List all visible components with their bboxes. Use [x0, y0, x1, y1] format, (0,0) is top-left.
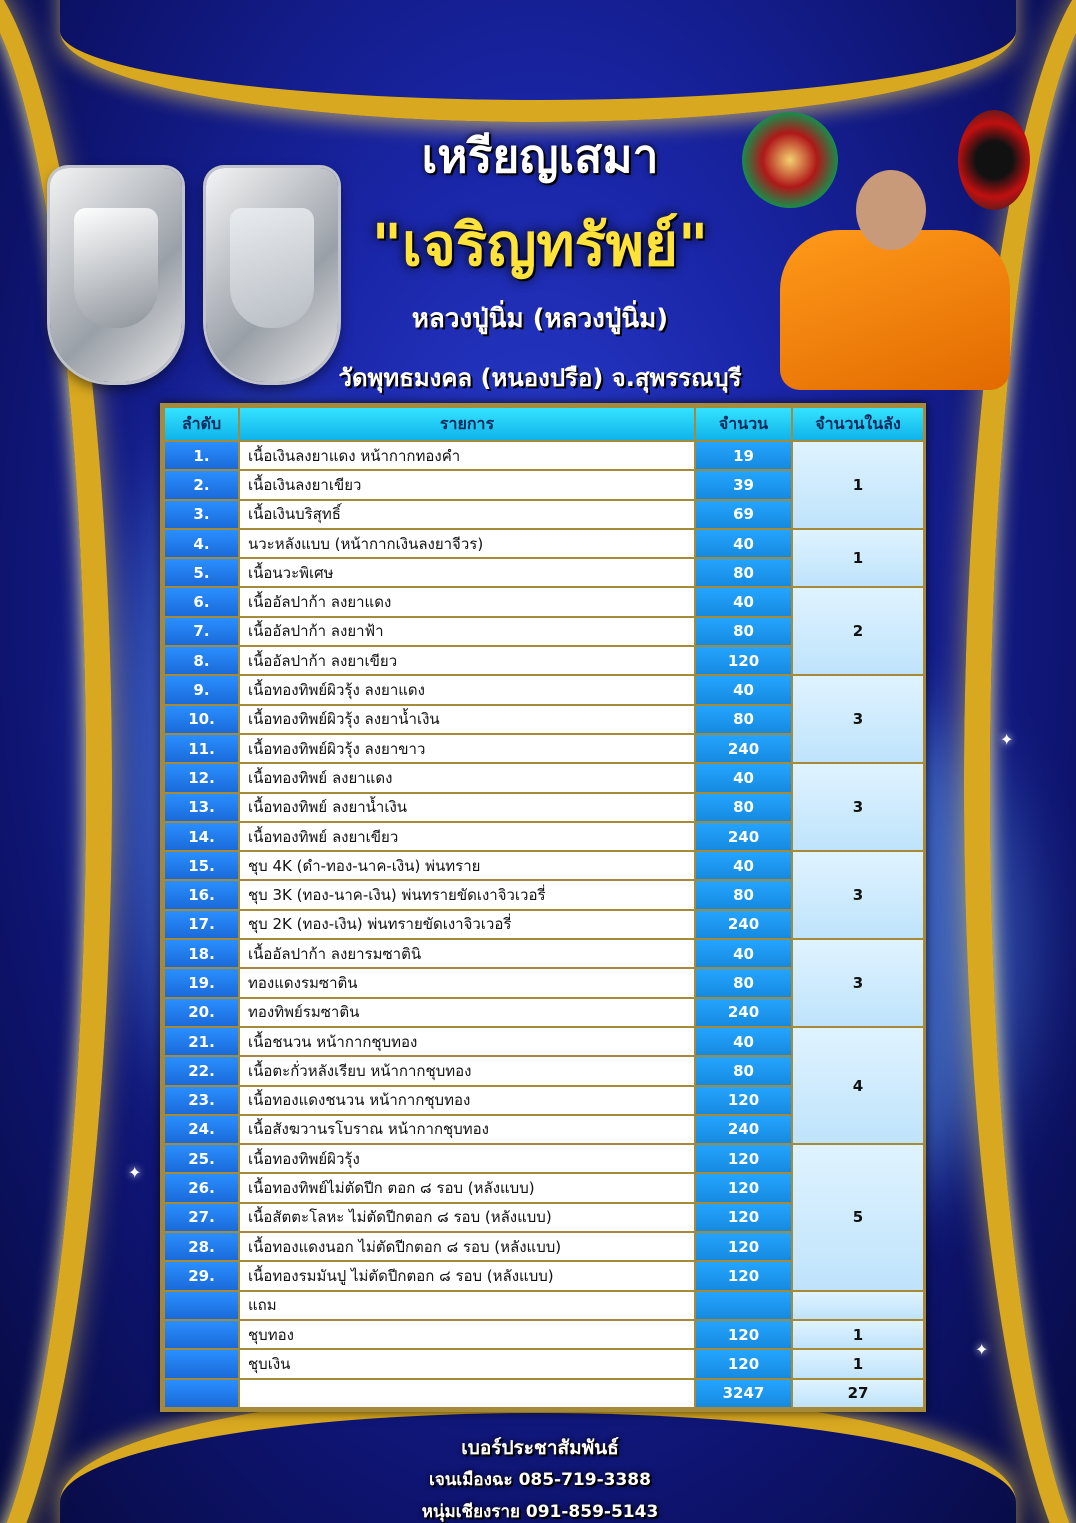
gold-frame-top: [60, 0, 1016, 122]
row-number: 20.: [164, 998, 239, 1027]
row-item: [239, 1379, 695, 1408]
row-item: เนื้อสังฆวานรโบราณ หน้ากากชุบทอง: [239, 1115, 695, 1144]
row-number: [164, 1379, 239, 1408]
row-qty: 80: [695, 705, 792, 734]
table-row: [164, 1027, 924, 1056]
row-item: เนื้อทองทิพย์ผิวรุ้ง ลงยาน้ำเงิน: [239, 705, 695, 734]
row-item: เนื้ออัลปาก้า ลงยาฟ้า: [239, 617, 695, 646]
row-item: เนื้อทองทิพย์ ลงยาน้ำเงิน: [239, 793, 695, 822]
row-number: 5.: [164, 558, 239, 587]
row-item: ชุบทอง: [239, 1320, 695, 1349]
table-row: [164, 529, 924, 558]
row-number: 3.: [164, 500, 239, 529]
row-item: ชุบ 3K (ทอง-นาค-เงิน) พ่นทรายขัดเงาจิวเวอรี่: [239, 880, 695, 909]
row-number: 7.: [164, 617, 239, 646]
row-item: ชุบ 4K (ดำ-ทอง-นาค-เงิน) พ่นทราย: [239, 851, 695, 880]
row-number: 15.: [164, 851, 239, 880]
row-item: เนื้อเงินบริสุทธิ์: [239, 500, 695, 529]
row-qty: 240: [695, 998, 792, 1027]
column-header-item: รายการ: [239, 407, 695, 441]
row-item: เนื้อทองทิพย์ผิวรุ้ง: [239, 1144, 695, 1173]
row-box-count: 27: [792, 1379, 924, 1408]
row-number: [164, 1349, 239, 1378]
row-box-count: 2: [792, 587, 924, 675]
row-item: เนื้อทองทิพย์ ลงยาเขียว: [239, 822, 695, 851]
monk-portrait-image: [770, 150, 1020, 390]
footer-title: เบอร์ประชาสัมพันธ์: [461, 1437, 619, 1459]
row-qty: 40: [695, 675, 792, 704]
row-number: 26.: [164, 1173, 239, 1202]
row-number: 2.: [164, 470, 239, 499]
row-qty: 40: [695, 763, 792, 792]
table-row: [164, 1320, 924, 1349]
table-row: [164, 441, 924, 470]
row-item: เนื้ออัลปาก้า ลงยารมซาตินิ: [239, 939, 695, 968]
row-qty: 120: [695, 646, 792, 675]
row-item: ทองแดงรมซาติน: [239, 968, 695, 997]
table-row: [164, 1291, 924, 1320]
table-row: [164, 763, 924, 792]
table-row: [164, 587, 924, 616]
row-qty: 80: [695, 968, 792, 997]
row-number: 1.: [164, 441, 239, 470]
row-qty: 80: [695, 880, 792, 909]
row-qty: [695, 1291, 792, 1320]
row-number: 28.: [164, 1232, 239, 1261]
row-item: เนื้อตะกั่วหลังเรียบ หน้ากากชุบทอง: [239, 1056, 695, 1085]
medal-back-image: [206, 168, 338, 382]
row-item: เนื้อทองทิพย์ไม่ตัดปีก ตอก ๘ รอบ (หลังแบบ): [239, 1173, 695, 1202]
row-qty: 40: [695, 587, 792, 616]
row-number: 25.: [164, 1144, 239, 1173]
row-qty: 69: [695, 500, 792, 529]
row-number: 23.: [164, 1086, 239, 1115]
row-qty: 39: [695, 470, 792, 499]
column-header-qty: จำนวน: [695, 407, 792, 441]
table-row: [164, 1144, 924, 1173]
row-number: 13.: [164, 793, 239, 822]
footer-contact: เจนเมืองฉะ 085-719-3388: [429, 1470, 651, 1490]
row-box-count: 3: [792, 939, 924, 1027]
row-box-count: 4: [792, 1027, 924, 1144]
medal-list-table: [160, 403, 926, 1412]
row-number: 14.: [164, 822, 239, 851]
row-qty: 80: [695, 558, 792, 587]
row-qty: 120: [695, 1086, 792, 1115]
row-qty: 240: [695, 822, 792, 851]
row-item: เนื้อทองแดงชนวน หน้ากากชุบทอง: [239, 1086, 695, 1115]
row-item: เนื้อชนวน หน้ากากชุบทอง: [239, 1027, 695, 1056]
row-number: 22.: [164, 1056, 239, 1085]
row-box-count: 3: [792, 763, 924, 851]
row-number: 19.: [164, 968, 239, 997]
row-item: เนื้อทองแดงนอก ไม่ตัดปีกตอก ๘ รอบ (หลังแบบ): [239, 1232, 695, 1261]
table-header-row: [164, 407, 924, 441]
row-number: 10.: [164, 705, 239, 734]
table-body: [164, 441, 924, 1408]
sparkle-icon: ✦: [128, 1163, 142, 1182]
column-header-box: จำนวนในลัง: [792, 407, 924, 441]
row-item: เนื้ออัลปาก้า ลงยาเขียว: [239, 646, 695, 675]
title-temple: วัดพุทธมงคล (หนองปรือ) จ.สุพรรณบุรี: [338, 364, 742, 392]
row-number: 24.: [164, 1115, 239, 1144]
row-qty: 120: [695, 1144, 792, 1173]
sparkle-icon: ✦: [975, 1340, 989, 1359]
row-qty: 80: [695, 793, 792, 822]
row-box-count: 1: [792, 529, 924, 588]
row-item: เนื้อสัตตะโลหะ ไม่ตัดปีกตอก ๘ รอบ (หลังแบบ): [239, 1203, 695, 1232]
row-box-count: 1: [792, 441, 924, 529]
row-number: 16.: [164, 880, 239, 909]
table-row: [164, 939, 924, 968]
row-item: เนื้อทองทิพย์ผิวรุ้ง ลงยาขาว: [239, 734, 695, 763]
row-qty: 3247: [695, 1379, 792, 1408]
row-qty: 120: [695, 1173, 792, 1202]
row-item: เนื้อนวะพิเศษ: [239, 558, 695, 587]
row-number: 27.: [164, 1203, 239, 1232]
row-number: 12.: [164, 763, 239, 792]
row-item: เนื้อทองทิพย์ผิวรุ้ง ลงยาแดง: [239, 675, 695, 704]
row-item: นวะหลังแบบ (หน้ากากเงินลงยาจีวร): [239, 529, 695, 558]
row-number: 18.: [164, 939, 239, 968]
row-item: ชุบเงิน: [239, 1349, 695, 1378]
row-qty: 80: [695, 1056, 792, 1085]
footer-contact: หนุ่มเชียงราย 091-859-5143: [421, 1502, 659, 1522]
table-row: [164, 1349, 924, 1378]
table-row: [164, 675, 924, 704]
row-number: [164, 1291, 239, 1320]
row-number: 21.: [164, 1027, 239, 1056]
row-qty: 80: [695, 617, 792, 646]
row-item: เนื้อทองรมมันปู ไม่ตัดปีกตอก ๘ รอบ (หลังแบบ): [239, 1261, 695, 1290]
row-item: ทองทิพย์รมซาติน: [239, 998, 695, 1027]
row-number: 9.: [164, 675, 239, 704]
row-number: 17.: [164, 910, 239, 939]
row-qty: 19: [695, 441, 792, 470]
row-item: เนื้อเงินลงยาแดง หน้ากากทองคำ: [239, 441, 695, 470]
row-item: เนื้อทองทิพย์ ลงยาแดง: [239, 763, 695, 792]
row-number: [164, 1320, 239, 1349]
row-qty: 40: [695, 939, 792, 968]
row-qty: 240: [695, 1115, 792, 1144]
row-number: 11.: [164, 734, 239, 763]
row-qty: 40: [695, 851, 792, 880]
row-qty: 240: [695, 734, 792, 763]
row-item: เนื้ออัลปาก้า ลงยาแดง: [239, 587, 695, 616]
table-row: [164, 851, 924, 880]
row-qty: 120: [695, 1232, 792, 1261]
title-monk-name: หลวงปู่นิ่ม (หลวงปู่นิ่ม): [411, 304, 669, 334]
row-box-count: 3: [792, 675, 924, 763]
row-number: 8.: [164, 646, 239, 675]
sparkle-icon: ✦: [1000, 730, 1014, 749]
table-row: [164, 1379, 924, 1408]
row-qty: 40: [695, 529, 792, 558]
row-qty: 120: [695, 1261, 792, 1290]
row-box-count: 1: [792, 1349, 924, 1378]
row-number: 6.: [164, 587, 239, 616]
row-item: ชุบ 2K (ทอง-เงิน) พ่นทรายขัดเงาจิวเวอรี่: [239, 910, 695, 939]
row-qty: 120: [695, 1320, 792, 1349]
column-header-no: ลำดับ: [164, 407, 239, 441]
title-medal-name: "เจริญทรัพย์": [371, 211, 709, 279]
row-qty: 120: [695, 1203, 792, 1232]
row-box-count: [792, 1291, 924, 1320]
row-number: 29.: [164, 1261, 239, 1290]
row-box-count: 3: [792, 851, 924, 939]
row-box-count: 1: [792, 1320, 924, 1349]
footer: [380, 1432, 700, 1523]
row-item: แถม: [239, 1291, 695, 1320]
row-qty: 120: [695, 1349, 792, 1378]
row-qty: 240: [695, 910, 792, 939]
row-item: เนื้อเงินลงยาเขียว: [239, 470, 695, 499]
row-box-count: 5: [792, 1144, 924, 1290]
medal-front-image: [50, 168, 182, 382]
title-medal-type: เหรียญเสมา: [421, 129, 659, 183]
row-qty: 40: [695, 1027, 792, 1056]
row-number: 4.: [164, 529, 239, 558]
